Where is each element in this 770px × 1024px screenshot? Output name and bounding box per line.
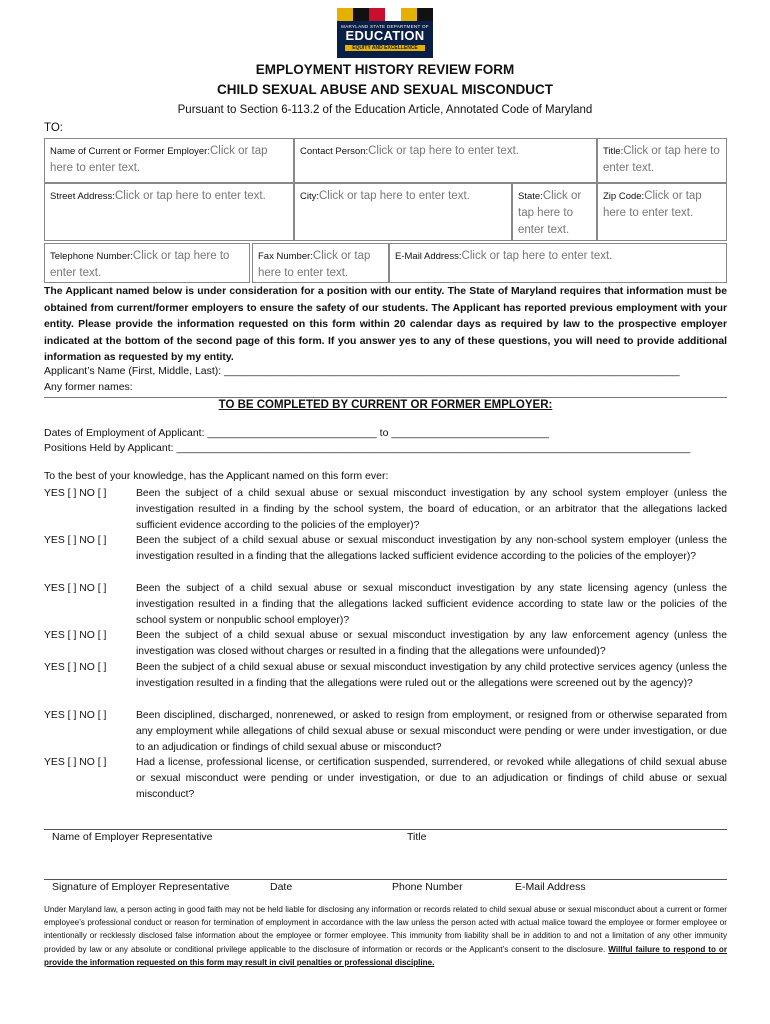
employer-name-field[interactable] [44,138,294,183]
question-item [44,581,727,628]
flag-stripe [401,8,417,21]
question-item [44,628,727,660]
logo-line-3: EQUITY AND EXCELLENCE [345,45,425,51]
street-address-placeholder[interactable]: Click or tap here to enter text. [114,190,266,202]
question-text: Been the subject of a child sexual abuse or sexual misconduct investigation by any child protective services agency (unless the investigation resulted in a finding that the allegations were ruled out or the allegations were screened out by the agency)? [136,662,727,689]
contact-person-field[interactable] [294,138,597,183]
title-field[interactable] [597,138,727,183]
yes-no-checkboxes[interactable]: YES [ ] NO [ ] [44,757,107,768]
legal-notice-text: Under Maryland law, a person acting in good faith may not be held liable for disclosing any information or records related to child sexual abuse or sexual misconduct about a current or former employee’s professional conduct or reason for termination of employment in accordance with the law unless the person acted with actual malice toward the employee or former employee or intentionally or recklessly disclosed false information about the employee or former employee. This immunity from liability shall be in addition to and not a limitation of any other immunity provided by law or any absolute or conditional privilege applicable to the disclosure of information or records or the Applicant’s consent to the disclosure. [44,905,727,954]
city-field[interactable] [294,183,512,241]
signature-label: Signature of Employer Representative [52,881,230,893]
signature-line[interactable] [44,879,727,880]
rep-name-label: Name of Employer Representative [52,831,213,843]
legal-notice-warning: Willful failure to respond to or provide the information requested on this form may result in civil penalties or professional discipline. [44,944,727,967]
yes-no-checkboxes[interactable]: YES [ ] NO [ ] [44,535,107,546]
question-item [44,755,727,802]
question-item [44,486,727,533]
title-label: Title: [603,146,624,157]
fax-label: Fax Number: [258,251,313,262]
email-field[interactable] [389,243,727,283]
email-placeholder[interactable]: Click or tap here to enter text. [461,250,613,262]
zip-code-placeholder[interactable]: Click or tap here to enter text. [603,190,702,219]
question-item [44,660,727,692]
form-subtitle: CHILD SEXUAL ABUSE AND SEXUAL MISCONDUCT [216,82,554,97]
employer-name-placeholder[interactable]: Click or tap here to enter text. [50,145,268,174]
state-placeholder[interactable]: Click or tap here to enter text. [518,190,582,236]
telephone-placeholder[interactable]: Click or tap here to enter text. [50,250,230,279]
legal-notice [44,903,727,969]
question-text: Had a license, professional license, or certification suspended, surrendered, or revoked while allegations of child sexual abuse or sexual misconduct were pending or under investigation, or due to an adjudication or findings of child abuse or sexual misconduct? [136,757,727,800]
contact-person-placeholder[interactable]: Click or tap here to enter text. [368,145,519,157]
phone-label: Phone Number [392,881,463,893]
yes-no-checkboxes[interactable]: YES [ ] NO [ ] [44,488,107,499]
rep-title-label: Title [407,831,427,843]
question-text: Been disciplined, discharged, nonrenewed, or asked to resign from employment, or resigned from or otherwise separated from any employment while allegations of child sexual abuse or sexual misconduct were pending or were under investigation, or due to an adjudication or findings of child sexual abuse or misconduct? [136,710,727,753]
maryland-flag-icon [337,8,433,21]
logo-box [337,21,433,58]
telephone-label: Telephone Number: [50,251,133,262]
yes-no-checkboxes[interactable]: YES [ ] NO [ ] [44,710,107,721]
form-title: EMPLOYMENT HISTORY REVIEW FORM [255,62,515,77]
logo-line-1: MARYLAND STATE DEPARTMENT OF [341,24,429,29]
date-label: Date [270,881,293,893]
street-address-label: Street Address: [50,191,115,202]
question-text: Been the subject of a child sexual abuse or sexual misconduct investigation by any law enforcement agency (unless the investigation was closed without charges or resulted in a finding that the allegations were unfounded)? [136,630,727,657]
city-placeholder[interactable]: Click or tap here to enter text. [319,190,470,202]
fax-placeholder[interactable]: Click or tap here to enter text. [258,250,371,279]
statute-reference: Pursuant to Section 6-113.2 of the Education Article, Annotated Code of Maryland [177,104,593,116]
yes-no-checkboxes[interactable]: YES [ ] NO [ ] [44,583,107,594]
telephone-field[interactable] [44,243,250,283]
city-label: City: [300,191,319,202]
email-address-label: E-Mail Address [515,881,586,893]
applicant-name-line[interactable]: Applicant’s Name (First, Middle, Last): ______________________________________________________________________________ [44,365,680,377]
state-field[interactable] [512,183,597,241]
flag-stripe [417,8,433,21]
title-placeholder[interactable]: Click or tap here to enter text. [603,145,720,174]
to-label: TO: [44,122,63,134]
zip-code-label: Zip Code: [603,191,645,202]
question-item [44,708,727,755]
flag-stripe [353,8,369,21]
employer-name-label: Name of Current or Former Employer: [50,146,210,157]
question-text: Been the subject of a child sexual abuse or sexual misconduct investigation by any school system employer (unless the investigation resulted in a finding by the school system, the board of education, or an arbitrator that the allegations lacked sufficient evidence according to the policies of the employer)? [136,488,727,531]
positions-held-line[interactable]: Positions Held by Applicant: ________________________________________________________________________________________ [44,442,691,454]
questions-intro: To the best of your knowledge, has the Applicant named on this form ever: [44,470,389,482]
yes-no-checkboxes[interactable]: YES [ ] NO [ ] [44,630,107,641]
msde-logo [337,8,433,58]
contact-person-label: Contact Person: [300,146,369,157]
yes-no-checkboxes[interactable]: YES [ ] NO [ ] [44,662,107,673]
former-names-line[interactable]: Any former names: [44,381,133,393]
flag-stripe [337,8,353,21]
flag-stripe [385,8,401,21]
fax-field[interactable] [252,243,389,283]
question-text: Been the subject of a child sexual abuse or sexual misconduct investigation by any state licensing agency (unless the investigation resulted in a finding that the allegations lacked sufficient evidence according to state law or the policies of the school system or nonpublic school employer)? [136,583,727,626]
employer-section-heading: TO BE COMPLETED BY CURRENT OR FORMER EMPLOYER: [44,397,727,415]
email-label: E-Mail Address: [395,251,462,262]
logo-line-2: EDUCATION [345,28,425,43]
question-text: Been the subject of a child sexual abuse or sexual misconduct investigation by any non-school system employer (unless the investigation resulted in a finding that the allegations lacked sufficient evidence according to the policies of the employer)? [136,535,727,562]
street-address-field[interactable] [44,183,294,241]
zip-code-field[interactable] [597,183,727,241]
dates-of-employment-line[interactable]: Dates of Employment of Applicant: _____________________________ to ___________________________ [44,427,550,439]
flag-stripe [369,8,385,21]
question-item [44,533,727,565]
intro-paragraph: The Applicant named below is under consideration for a position with our entity. The State of Maryland requires that information must be obtained from current/former employers to ensure the safety of our students. The Applicant has reported previous employment with your entity. Please provide the information requested on this form within 20 calendar days as required by law to the prospective employer indicated at the bottom of the second page of this form. If you answer yes to any of these questions, you will need to provide additional information as requested by my entity. [44,286,727,363]
rep-name-signature-line[interactable] [44,829,727,830]
state-label: State: [518,191,543,202]
